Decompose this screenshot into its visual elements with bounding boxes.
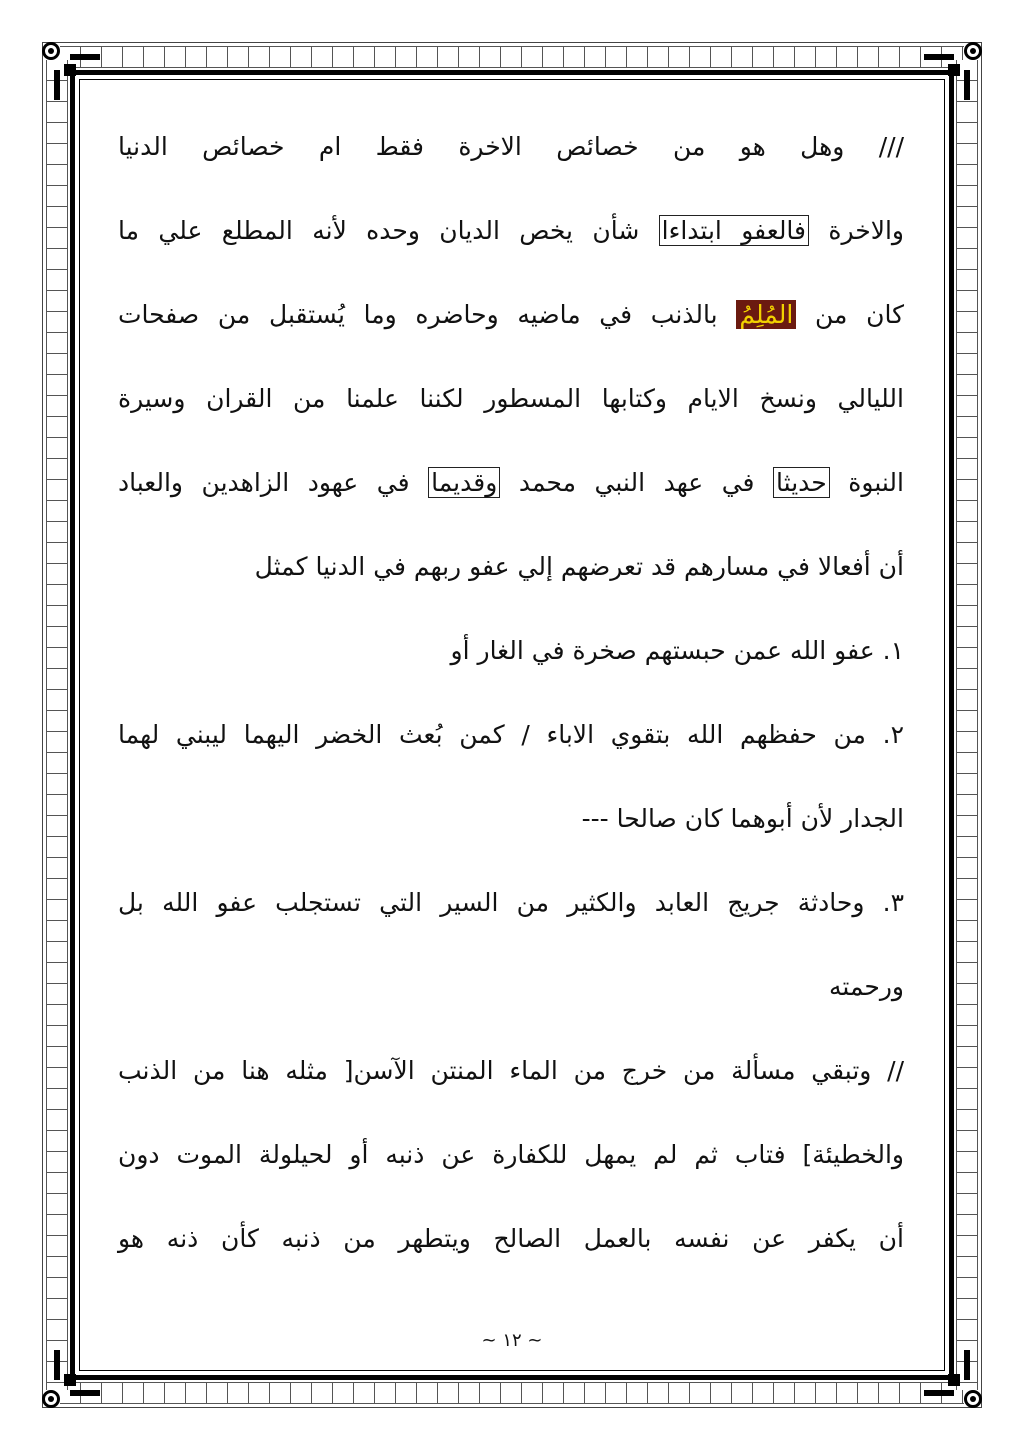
highlight-word: المُلِمُ	[736, 300, 796, 329]
text-line	[118, 630, 904, 672]
text-line	[118, 126, 904, 168]
text-line	[118, 1134, 904, 1176]
frame-right-tiles	[956, 60, 978, 1390]
frame-left-tiles	[46, 60, 68, 1390]
text-line	[118, 1050, 904, 1092]
text-segment: الليالي ونسخ الايام وكتابها المسطور لكننا علمنا من القران وسيرة	[118, 384, 904, 413]
boxed-word: فالعفو ابتداءا	[659, 215, 809, 246]
text-line	[118, 1218, 904, 1260]
text-line	[118, 882, 904, 924]
page-number: ~ ١٢ ~	[481, 1330, 543, 1351]
frame-top-tiles	[60, 46, 964, 68]
corner-ornament-top-right	[924, 40, 984, 100]
text-segment: في عهد النبي محمد	[500, 468, 774, 497]
text-segment: ٢. من حفظهم الله بتقوي الاباء / كمن بُعث الخضر اليهما ليبني لهما	[118, 720, 904, 749]
boxed-word: وقديما	[428, 467, 500, 498]
frame-bottom-tiles	[60, 1382, 964, 1404]
text-segment: أن أفعالا في مسارهم قد تعرضهم إلي عفو ربهم في الدنيا كمثل	[254, 552, 904, 581]
corner-ornament-bottom-left	[40, 1350, 100, 1410]
text-segment: ٣. وحادثة جريج العابد والكثير من السير التي تستجلب عفو الله بل	[118, 888, 904, 917]
text-line	[118, 462, 904, 504]
text-segment: والاخرة	[809, 216, 904, 245]
text-line	[118, 714, 904, 756]
text-segment: /// وهل هو من خصائص الاخرة فقط ام خصائص الدنيا	[118, 132, 904, 161]
text-line	[118, 966, 904, 1008]
text-line	[118, 378, 904, 420]
text-segment: كان من	[796, 300, 904, 329]
text-segment: في عهود الزاهدين والعباد	[118, 468, 429, 497]
text-segment: الجدار لأن أبوهما كان صالحا ---	[581, 804, 904, 833]
text-line	[118, 294, 904, 336]
corner-ornament-bottom-right	[924, 1350, 984, 1410]
page-body-text	[118, 126, 904, 1302]
text-segment: ورحمته	[829, 972, 904, 1001]
text-line	[118, 798, 904, 840]
text-line	[118, 210, 904, 252]
text-segment: بالذنب في ماضيه وحاضره وما يُستقبل من صفحات	[118, 300, 737, 329]
text-line	[118, 546, 904, 588]
text-segment: والخطيئة] فتاب ثم لم يمهل للكفارة عن ذنبه أو لحيلولة الموت دون	[118, 1140, 904, 1169]
text-segment: النبوة	[829, 468, 904, 497]
text-segment: // وتبقي مسألة من خرج من الماء المنتن الآسن[ مثله هنا من الذنب	[118, 1056, 904, 1085]
boxed-word: حديثا	[773, 467, 830, 498]
corner-ornament-top-left	[40, 40, 100, 100]
text-segment: ١. عفو الله عمن حبستهم صخرة في الغار أو	[450, 636, 904, 665]
text-segment: شأن يخص الديان وحده لأنه المطلع علي ما	[118, 216, 659, 245]
text-segment: أن يكفر عن نفسه بالعمل الصالح ويتطهر من ذنبه كأن ذنه هو	[118, 1224, 904, 1253]
